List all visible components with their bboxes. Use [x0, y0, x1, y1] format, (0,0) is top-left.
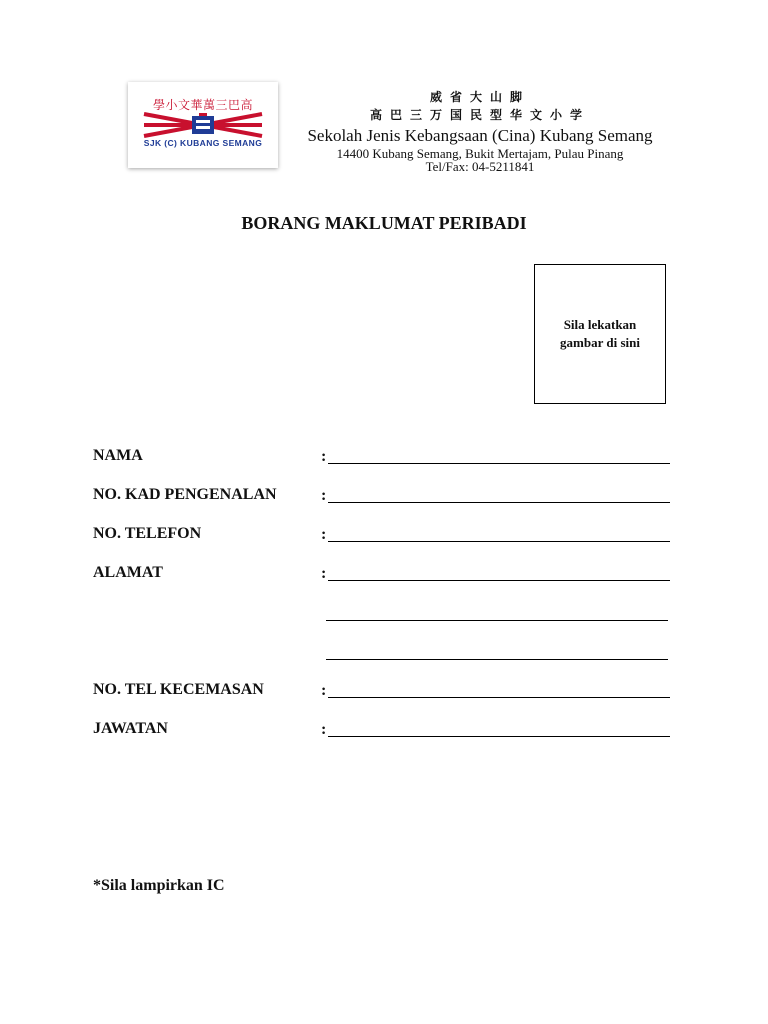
chinese-school-name: 高巴三万国民型华文小学 — [369, 108, 590, 122]
field-label-phone: NO. TELEFON — [93, 525, 202, 542]
school-address: 14400 Kubang Semang, Bukit Mertajam, Pulau Pinang — [336, 146, 624, 161]
field-colon: : — [321, 526, 327, 543]
address-input-line-2[interactable] — [326, 620, 668, 621]
field-colon: : — [321, 565, 327, 582]
ic-input-line[interactable] — [328, 502, 670, 503]
field-label-nama: NAMA — [93, 447, 143, 464]
field-label-address: ALAMAT — [93, 564, 163, 581]
field-label-ic: NO. KAD PENGENALAN — [93, 486, 277, 503]
attach-ic-note: *Sila lampirkan IC — [93, 877, 225, 894]
nama-input-line[interactable] — [328, 463, 670, 464]
logo-english-text: SJK (C) KUBANG SEMANG — [143, 138, 263, 148]
field-colon: : — [321, 682, 327, 699]
address-input-line[interactable] — [328, 580, 670, 581]
emergency-input-line[interactable] — [328, 697, 670, 698]
field-label-emergency: NO. TEL KECEMASAN — [93, 681, 264, 698]
phone-input-line[interactable] — [328, 541, 670, 542]
position-input-line[interactable] — [328, 736, 670, 737]
school-name: Sekolah Jenis Kebangsaan (Cina) Kubang Semang — [307, 126, 653, 145]
address-input-line-3[interactable] — [326, 659, 668, 660]
school-telfax: Tel/Fax: 04-5211841 — [425, 159, 535, 174]
photo-placeholder-text: Sila lekatkan gambar di sini — [560, 317, 640, 350]
field-label-position: JAWATAN — [93, 720, 168, 737]
photo-placeholder-box — [534, 264, 666, 404]
field-colon: : — [321, 487, 327, 504]
school-logo — [128, 82, 278, 168]
form-title: BORANG MAKLUMAT PERIBADI — [241, 213, 527, 233]
chinese-region-line: 威省大山脚 — [429, 90, 530, 104]
logo-chinese-text: 學小文華萬三巴高 — [152, 98, 253, 112]
field-colon: : — [321, 448, 327, 465]
logo-emblem-icon — [142, 112, 264, 138]
field-colon: : — [321, 721, 327, 738]
